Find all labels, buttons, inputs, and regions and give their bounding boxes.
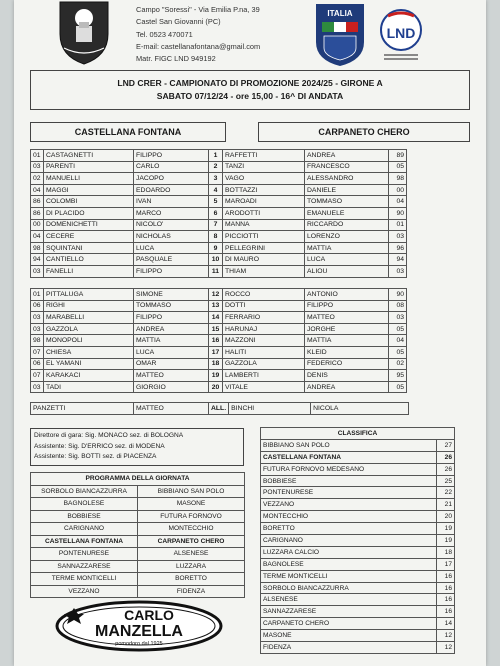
standings-points: 17 [437, 558, 455, 570]
fixture-home-team: CARIGNANO [31, 523, 138, 536]
away-player-name: ANTONIO [305, 289, 389, 301]
shirt-position: 16 [209, 335, 223, 347]
away-player-name: RICCARDO [305, 219, 389, 231]
home-player-surname: TADI [44, 381, 134, 393]
standings-points: 27 [437, 439, 455, 451]
standings-team: MONTECCHIO [261, 511, 437, 523]
away-player-name: ANDREA [305, 150, 389, 162]
away-player-number: 96 [389, 242, 407, 254]
standings-points: 19 [437, 523, 455, 535]
away-player-number: 95 [389, 370, 407, 382]
standings-row [261, 630, 455, 642]
home-coach-name: MATTEO [134, 403, 209, 415]
home-player-name: FILIPPO [134, 150, 209, 162]
standings-team: BOBBIESE [261, 475, 437, 487]
away-player-name: MATTIA [305, 242, 389, 254]
home-player-number: 86 [31, 207, 44, 219]
away-player-number: 89 [389, 150, 407, 162]
away-player-surname: DI MAURO [223, 254, 305, 266]
matchday-sheet [14, 0, 486, 666]
standings-team: TERME MONTICELLI [261, 570, 437, 582]
player-row [31, 335, 407, 347]
home-player-number: 04 [31, 184, 44, 196]
away-player-number: 90 [389, 207, 407, 219]
standings-row [261, 439, 455, 451]
home-player-number: 04 [31, 231, 44, 243]
standings-points: 19 [437, 535, 455, 547]
standings-row [261, 558, 455, 570]
away-player-number: 94 [389, 254, 407, 266]
away-player-name: KLEID [305, 346, 389, 358]
svg-text:CARLO: CARLO [124, 607, 174, 623]
fixture-home-team: SANNAZZARESE [31, 560, 138, 573]
home-player-surname: MANUELLI [44, 173, 134, 185]
programme-title: PROGRAMMA DELLA GIORNATA [31, 473, 245, 486]
standings-row [261, 475, 455, 487]
standings-row [261, 570, 455, 582]
shirt-position: 13 [209, 300, 223, 312]
standings-points: 16 [437, 594, 455, 606]
player-row [31, 312, 407, 324]
player-row [31, 207, 407, 219]
standings-team: ALSENESE [261, 594, 437, 606]
standings-team: CARPANETO CHERO [261, 618, 437, 630]
standings-team: MASONE [261, 630, 437, 642]
contact-email: E-mail: castellanafontana@gmail.com [136, 41, 261, 51]
player-row [31, 370, 407, 382]
home-player-number: 06 [31, 358, 44, 370]
fixture-row [31, 548, 245, 561]
home-player-surname: DI PLACIDO [44, 207, 134, 219]
home-player-surname: GAZZOLA [44, 323, 134, 335]
away-player-number: 03 [389, 265, 407, 277]
shirt-position: 9 [209, 242, 223, 254]
standings-row [261, 535, 455, 547]
home-player-number: 00 [31, 219, 44, 231]
away-player-surname: RAFFETTI [223, 150, 305, 162]
away-player-name: LORENZO [305, 231, 389, 243]
player-row [31, 150, 407, 162]
svg-text:LND: LND [386, 25, 416, 41]
club-contact-block [136, 4, 260, 65]
standings-title: CLASSIFICA [261, 428, 455, 440]
away-player-name: ALIOU [305, 265, 389, 277]
away-player-name: FRANCESCO [305, 161, 389, 173]
player-row [31, 161, 407, 173]
away-player-number: 90 [389, 289, 407, 301]
home-player-number: 01 [31, 150, 44, 162]
coach-label: ALL. [209, 403, 229, 415]
shirt-position: 1 [209, 150, 223, 162]
player-row [31, 323, 407, 335]
coaches-row [31, 403, 409, 415]
away-coach-surname: BINCHI [229, 403, 311, 415]
home-player-name: NICOLO' [134, 219, 209, 231]
standings-points: 26 [437, 451, 455, 463]
away-player-number: 08 [389, 300, 407, 312]
home-player-name: PASQUALE [134, 254, 209, 266]
home-player-number: 98 [31, 242, 44, 254]
match-date-line: SABATO 07/12/24 - ore 15,00 - 16^ DI ANDATA [156, 91, 344, 101]
fixture-home-team: PONTENURESE [31, 548, 138, 561]
home-player-surname: CANTIELLO [44, 254, 134, 266]
shirt-position: 17 [209, 346, 223, 358]
standings-row [261, 451, 455, 463]
away-player-name: LUCA [305, 254, 389, 266]
home-player-name: IVAN [134, 196, 209, 208]
standings-row [261, 618, 455, 630]
away-player-number: 01 [389, 219, 407, 231]
standings-team: BORETTO [261, 523, 437, 535]
fixture-home-team: TERME MONTICELLI [31, 573, 138, 586]
shirt-position: 8 [209, 231, 223, 243]
standings-points: 14 [437, 618, 455, 630]
standings-team: VEZZANO [261, 499, 437, 511]
fixture-row [31, 523, 245, 536]
fixture-row [31, 498, 245, 511]
away-player-number: 03 [389, 312, 407, 324]
player-row [31, 265, 407, 277]
away-coach-name: NICOLA [311, 403, 409, 415]
away-player-number: 04 [389, 335, 407, 347]
player-row [31, 173, 407, 185]
standings-points: 16 [437, 582, 455, 594]
fixture-row [31, 485, 245, 498]
standings-team: PONTENURESE [261, 487, 437, 499]
standings-points: 25 [437, 475, 455, 487]
shirt-position: 2 [209, 161, 223, 173]
sponsor-logo [54, 600, 224, 652]
italia-federation-logo [310, 2, 370, 68]
shirt-position: 19 [209, 370, 223, 382]
fixture-away-team: ALSENESE [138, 548, 245, 561]
programme-table [30, 472, 245, 598]
away-player-surname: VITALE [223, 381, 305, 393]
home-player-number: 03 [31, 381, 44, 393]
standings-team: CARIGNANO [261, 535, 437, 547]
standings-team: BAGNOLESE [261, 558, 437, 570]
away-player-surname: PICCIOTTI [223, 231, 305, 243]
club-crest-logo [54, 0, 114, 66]
fixture-away-team: FIDENZA [138, 585, 245, 598]
away-player-name: FILIPPO [305, 300, 389, 312]
assistant-2-line: Assistente: Sig. BOTTI sez. di PIACENZA [34, 453, 157, 460]
contact-address: Campo "Soressi" - Via Emilia P.na, 39 [136, 5, 260, 14]
home-player-number: 86 [31, 196, 44, 208]
home-player-number: 02 [31, 173, 44, 185]
fixture-home-team: BAGNOLESE [31, 498, 138, 511]
away-player-name: JORGHE [305, 323, 389, 335]
player-row [31, 358, 407, 370]
home-player-surname: PARENTI [44, 161, 134, 173]
standings-team: SORBOLO BIANCAZZURRA [261, 582, 437, 594]
shirt-position: 18 [209, 358, 223, 370]
home-player-surname: PITTALUGA [44, 289, 134, 301]
away-player-surname: MAROADI [223, 196, 305, 208]
player-row [31, 184, 407, 196]
svg-text:MANZELLA: MANZELLA [95, 623, 183, 640]
fixture-away-team: BORETTO [138, 573, 245, 586]
home-player-name: LUCA [134, 242, 209, 254]
fixture-away-team: BIBBIANO SAN POLO [138, 485, 245, 498]
shirt-position: 7 [209, 219, 223, 231]
home-player-number: 03 [31, 312, 44, 324]
coaches-table [30, 402, 409, 415]
player-row [31, 381, 407, 393]
home-player-number: 07 [31, 346, 44, 358]
home-player-surname: CASTAGNETTI [44, 150, 134, 162]
away-player-surname: ROCCO [223, 289, 305, 301]
home-player-name: JACOPO [134, 173, 209, 185]
standings-row [261, 546, 455, 558]
standings-row [261, 523, 455, 535]
fixture-row [31, 510, 245, 523]
player-row [31, 346, 407, 358]
standings-points: 21 [437, 499, 455, 511]
referee-line: Direttore di gara: Sig. MONACO sez. di BOLOGNA [34, 432, 184, 439]
standings-row [261, 511, 455, 523]
player-row [31, 254, 407, 266]
home-player-name: OMAR [134, 358, 209, 370]
away-player-number: 05 [389, 381, 407, 393]
home-player-surname: MAGGI [44, 184, 134, 196]
home-player-number: 03 [31, 265, 44, 277]
home-player-surname: CECERE [44, 231, 134, 243]
home-player-surname: RIGHI [44, 300, 134, 312]
player-row [31, 196, 407, 208]
standings-points: 16 [437, 570, 455, 582]
contact-city: Castel San Giovanni (PC) [136, 17, 221, 27]
competition-title-box [30, 70, 470, 110]
standings-team: FIDENZA [261, 642, 437, 654]
away-player-surname: FERRARIO [223, 312, 305, 324]
referees-box [30, 428, 244, 466]
standings-points: 12 [437, 630, 455, 642]
away-player-surname: VAGO [223, 173, 305, 185]
away-player-surname: MAZZONI [223, 335, 305, 347]
player-row [31, 219, 407, 231]
svg-text:pomodoro dal 1925: pomodoro dal 1925 [115, 641, 163, 647]
home-player-name: EDOARDO [134, 184, 209, 196]
standings-points: 18 [437, 546, 455, 558]
home-player-surname: DOMENICHETTI [44, 219, 134, 231]
away-player-name: MATTIA [305, 335, 389, 347]
fixture-row [31, 585, 245, 598]
shirt-position: 14 [209, 312, 223, 324]
starters-table [30, 149, 407, 278]
player-row [31, 300, 407, 312]
fixture-away-team: LUZZARA [138, 560, 245, 573]
home-coach-surname: PANZETTI [31, 403, 134, 415]
home-player-surname: KARAKACI [44, 370, 134, 382]
home-player-number: 07 [31, 370, 44, 382]
fixture-away-team: MASONE [138, 498, 245, 511]
shirt-position: 5 [209, 196, 223, 208]
contact-phone: Tel. 0523 470071 [136, 29, 193, 39]
home-player-surname: SQUINTANI [44, 242, 134, 254]
assistant-1-line: Assistente: Sig. D'ERRICO sez. di MODENA [34, 442, 165, 450]
home-player-name: MARCO [134, 207, 209, 219]
fixture-home-team: VEZZANO [31, 585, 138, 598]
away-player-number: 00 [389, 184, 407, 196]
home-player-name: TOMMASO [134, 300, 209, 312]
standings-team: BIBBIANO SAN POLO [261, 439, 437, 451]
player-row [31, 231, 407, 243]
away-player-number: 98 [389, 173, 407, 185]
standings-row [261, 606, 455, 618]
home-player-name: ANDREA [134, 323, 209, 335]
away-player-name: ANDREA [305, 381, 389, 393]
substitutes-table [30, 288, 407, 393]
away-player-surname: LAMBERTI [223, 370, 305, 382]
away-player-surname: ARODOTTI [223, 207, 305, 219]
home-player-name: FILIPPO [134, 312, 209, 324]
away-player-name: TOMMASO [305, 196, 389, 208]
standings-table [260, 427, 455, 654]
shirt-position: 11 [209, 265, 223, 277]
standings-points: 16 [437, 606, 455, 618]
fixture-away-team: MONTECCHIO [138, 523, 245, 536]
home-player-name: MATTEO [134, 370, 209, 382]
player-row [31, 242, 407, 254]
away-player-name: MATTEO [305, 312, 389, 324]
standings-team: SANNAZZARESE [261, 606, 437, 618]
away-player-name: EMANUELE [305, 207, 389, 219]
standings-row [261, 487, 455, 499]
standings-team: LUZZARA CALCIO [261, 546, 437, 558]
shirt-position: 3 [209, 173, 223, 185]
home-player-name: SIMONE [134, 289, 209, 301]
standings-row [261, 594, 455, 606]
fixture-away-team: FUTURA FORNOVO [138, 510, 245, 523]
svg-text:ITALIA: ITALIA [327, 9, 353, 18]
standings-team: CASTELLANA FONTANA [261, 451, 437, 463]
away-player-number: 05 [389, 161, 407, 173]
standings-row [261, 463, 455, 475]
shirt-position: 12 [209, 289, 223, 301]
shirt-position: 15 [209, 323, 223, 335]
home-player-surname: CHIESA [44, 346, 134, 358]
away-player-surname: PELLEGRINI [223, 242, 305, 254]
home-player-name: MATTIA [134, 335, 209, 347]
standings-points: 26 [437, 463, 455, 475]
away-player-name: DANIELE [305, 184, 389, 196]
home-player-number: 06 [31, 300, 44, 312]
away-player-number: 04 [389, 196, 407, 208]
standings-team: FUTURA FORNOVO MEDESANO [261, 463, 437, 475]
lnd-logo [374, 8, 428, 64]
away-player-surname: HALITI [223, 346, 305, 358]
away-player-surname: MANNA [223, 219, 305, 231]
home-player-name: LUCA [134, 346, 209, 358]
home-player-name: NICHOLAS [134, 231, 209, 243]
away-player-surname: GAZZOLA [223, 358, 305, 370]
player-row [31, 289, 407, 301]
away-team-name: CARPANETO CHERO [258, 122, 470, 142]
away-player-name: DENIS [305, 370, 389, 382]
shirt-position: 4 [209, 184, 223, 196]
home-player-number: 01 [31, 289, 44, 301]
home-player-number: 03 [31, 161, 44, 173]
home-player-surname: COLOMBI [44, 196, 134, 208]
home-player-name: GIORGIO [134, 381, 209, 393]
standings-row [261, 642, 455, 654]
home-team-name: CASTELLANA FONTANA [30, 122, 226, 142]
fixture-row [31, 535, 245, 548]
shirt-position: 20 [209, 381, 223, 393]
away-player-surname: TANZI [223, 161, 305, 173]
shirt-position: 6 [209, 207, 223, 219]
fixture-away-team: CARPANETO CHERO [138, 535, 245, 548]
fixture-row [31, 560, 245, 573]
fixture-row [31, 573, 245, 586]
fixture-home-team: BOBBIESE [31, 510, 138, 523]
home-player-number: 03 [31, 323, 44, 335]
away-player-number: 05 [389, 346, 407, 358]
home-player-surname: MONOPOLI [44, 335, 134, 347]
fixture-home-team: CASTELLANA FONTANA [31, 535, 138, 548]
standings-row [261, 499, 455, 511]
away-player-number: 03 [389, 231, 407, 243]
away-player-surname: DOTTI [223, 300, 305, 312]
contact-registration: Matr. FIGC LND 949192 [136, 54, 216, 64]
home-player-number: 94 [31, 254, 44, 266]
standings-row [261, 582, 455, 594]
home-player-number: 98 [31, 335, 44, 347]
shirt-position: 10 [209, 254, 223, 266]
standings-points: 20 [437, 511, 455, 523]
fixture-home-team: SORBOLO BIANCAZZURRA [31, 485, 138, 498]
away-player-number: 02 [389, 358, 407, 370]
away-player-surname: HARUNAJ [223, 323, 305, 335]
competition-title: LND CRER - CAMPIONATO DI PROMOZIONE 2024/25 - GIRONE A [117, 78, 383, 88]
away-player-name: ALESSANDRO [305, 173, 389, 185]
home-player-name: CARLO [134, 161, 209, 173]
home-player-name: FILIPPO [134, 265, 209, 277]
away-player-number: 05 [389, 323, 407, 335]
away-player-surname: BOTTAZZI [223, 184, 305, 196]
home-player-surname: FANELLI [44, 265, 134, 277]
away-player-name: FEDERICO [305, 358, 389, 370]
away-player-surname: THIAM [223, 265, 305, 277]
home-player-surname: EL YAMANI [44, 358, 134, 370]
standings-points: 22 [437, 487, 455, 499]
standings-points: 12 [437, 642, 455, 654]
home-player-surname: MARABELLI [44, 312, 134, 324]
